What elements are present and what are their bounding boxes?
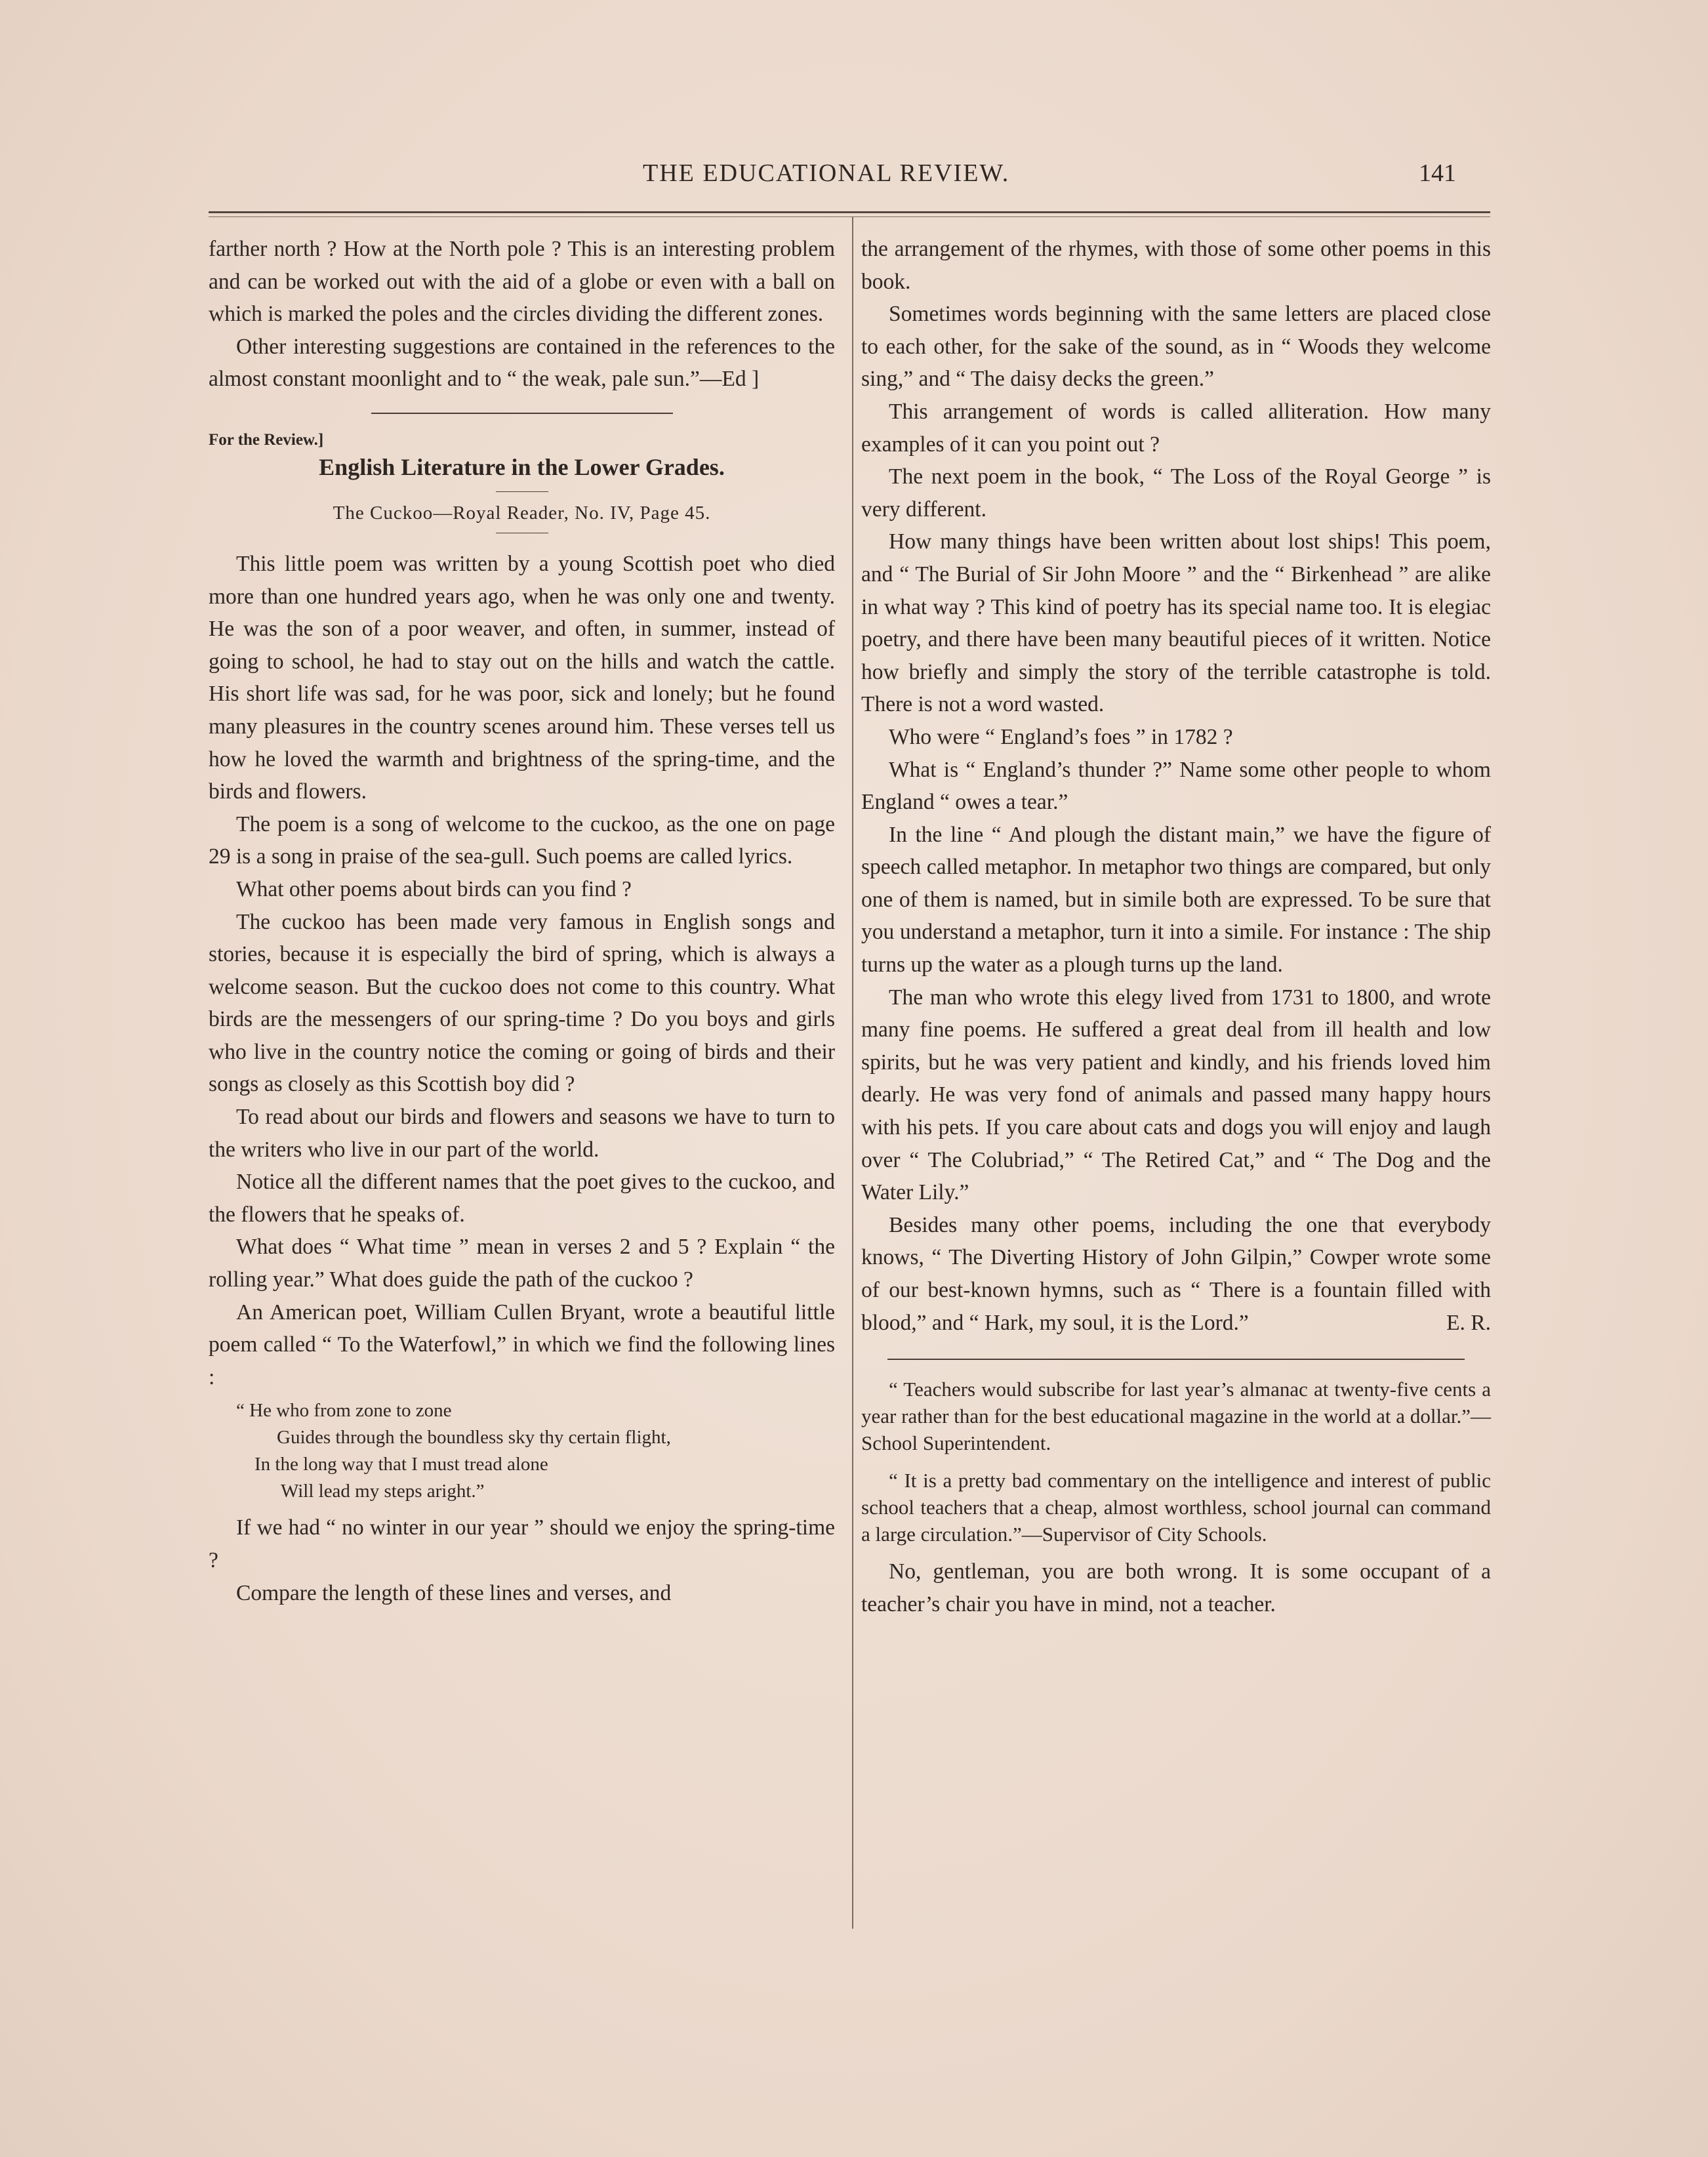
quote-paragraph: “ Teachers would subscribe for last year’s almanac at twenty-five cents a year rather than for the best educational magazine in the world at a dollar.”—School Superintendent. xyxy=(861,1378,1491,1455)
poem-line: Guides through the boundless sky thy certain flight, xyxy=(277,1427,671,1448)
header-rule-thin xyxy=(209,216,1490,217)
journal-title: THE EDUCATIONAL REVIEW. xyxy=(643,159,1010,187)
paragraph: Who were “ England’s foes ” in 1782 ? xyxy=(889,724,1233,749)
paragraph: In the line “ And plough the distant main,” we have the figure of speech called metaphor. In metaphor two things are compared, but only one of them is named, but in simile both are expressed. To be sure that you understand a metaphor, turn it into a simile. For instance : The ship turns up the water as a plough turns up the land. xyxy=(861,822,1491,977)
paragraph: The next poem in the book, “ The Loss of the Royal George ” is very different. xyxy=(861,464,1491,522)
column-divider xyxy=(852,216,853,1929)
paragraph: the arrangement of the rhymes, with those of some other poems in this book. xyxy=(861,237,1491,294)
poem-line: “ He who from zone to zone xyxy=(236,1400,452,1422)
paragraph: How many things have been written about lost ships! This poem, and “ The Burial of Sir John Moore ” and the “ Birkenhead ” are alike in what way ? This kind of poetry has its special name too. It is elegiac poetry, and there have been many beautiful pieces of it written. Notice how briefly and simply the story of the terrible catastrophe is told. There is not a word wasted. xyxy=(861,529,1491,717)
paragraph: If we had “ no winter in our year ” should we enjoy the spring-time ? xyxy=(209,1515,835,1572)
paragraph: What is “ England’s thunder ?” Name some other people to whom England “ owes a tear.” xyxy=(861,757,1491,815)
quotes-section xyxy=(861,1376,1491,1548)
title-divider xyxy=(496,491,548,492)
poem-quotation xyxy=(209,1397,835,1505)
article-title: English Literature in the Lower Grades. xyxy=(319,453,725,480)
article-subtitle: The Cuckoo—Royal Reader, No. IV, Page 45. xyxy=(333,502,711,524)
paragraph: The cuckoo has been made very famous in English songs and stories, because it is especially the bird of spring, which is always a welcome season. But the cuckoo does not come to this country. What birds are the messengers of our spring-time ? Do you boys and girls who live in the country notice the coming or going of birds and their songs as closely as this Scottish boy did ? xyxy=(209,909,835,1097)
paragraph: An American poet, William Cullen Bryant, wrote a beautiful little poem called “ To the Waterfowl,” in which we find the following lines : xyxy=(209,1300,835,1389)
paragraph: This arrangement of words is called alliteration. How many examples of it can you point out ? xyxy=(861,399,1491,457)
paragraph-text: Besides many other poems, including the one that everybody knows, “ The Diverting History of John Gilpin,” Cowper wrote some of our best-known hymns, such as “ There is a fountain filled with blood,” and “ Hark, my soul, it is the Lord.” xyxy=(861,1212,1491,1335)
paragraph: Other interesting suggestions are contained in the references to the almost constant moonlight and to “ the weak, pale sun.”—Ed ] xyxy=(209,334,835,392)
author-signature: E. R. xyxy=(1446,1310,1491,1335)
right-column xyxy=(861,233,1491,1620)
page-header xyxy=(210,159,1482,198)
paragraph: Notice all the different names that the poet gives to the cuckoo, and the flowers that he speaks of. xyxy=(209,1170,835,1227)
page-number: 141 xyxy=(1419,159,1456,187)
paragraph: The man who wrote this elegy lived from 1731 to 1800, and wrote many fine poems. He suffered a great deal from ill health and low spirits, but he was very patient and kindly, and his friends loved him dearly. He was very fond of animals and passed many happy hours with his pets. If you care about cats and dogs you will enjoy and laugh over “ The Colubriad,” “ The Retired Cat,” and “ The Dog and the Water Lily.” xyxy=(861,985,1491,1205)
paragraph xyxy=(861,1209,1491,1339)
paragraph: The poem is a song of welcome to the cuckoo, as the one on page 29 is a song in praise of the sea-gull. Such poems are called lyrics. xyxy=(209,811,835,869)
section-divider xyxy=(887,1359,1465,1360)
section-divider xyxy=(371,413,673,414)
paragraph: This little poem was written by a young Scottish poet who died more than one hundred years ago, when he was only one and twenty. He was the son of a poor weaver, and often, in summer, instead of going to school, he had to stay out on the hills and watch the cattle. His short life was sad, for he was poor, sick and lonely; but he found many pleasures in the country scenes around him. These verses tell us how he loved the warmth and brightness of the spring-time, and the birds and flowers. xyxy=(209,551,835,804)
paragraph: What does “ What time ” mean in verses 2 and 5 ? Explain “ the rolling year.” What does guide the path of the cuckoo ? xyxy=(209,1235,835,1292)
paragraph: To read about our birds and flowers and seasons we have to turn to the writers who live in our part of the world. xyxy=(209,1105,835,1162)
paragraph: What other poems about birds can you find ? xyxy=(236,876,632,901)
header-rule xyxy=(209,211,1490,213)
quote-paragraph: “ It is a pretty bad commentary on the intelligence and interest of public school teachers that a cheap, almost worthless, school journal can command a large circulation.”—Supervisor of City Schools. xyxy=(861,1469,1491,1546)
paragraph: Compare the length of these lines and verses, and xyxy=(236,1580,672,1605)
for-the-review-label: For the Review.] xyxy=(209,430,324,449)
left-column xyxy=(209,233,835,1609)
paragraph: farther north ? How at the North pole ? This is an interesting problem and can be worked out with the aid of a globe or even with a ball on which is marked the poles and the circles dividing the different zones. xyxy=(209,237,835,327)
paragraph: No, gentleman, you are both wrong. It is some occupant of a teacher’s chair you have in mind, not a teacher. xyxy=(861,1559,1491,1616)
poem-line: In the long way that I must tread alone xyxy=(254,1454,548,1475)
paragraph: Sometimes words beginning with the same letters are placed close to each other, for the sake of the sound, as in “ Woods they welcome sing,” and “ The daisy decks the green.” xyxy=(861,302,1491,392)
poem-line: Will lead my steps aright.” xyxy=(281,1481,485,1502)
